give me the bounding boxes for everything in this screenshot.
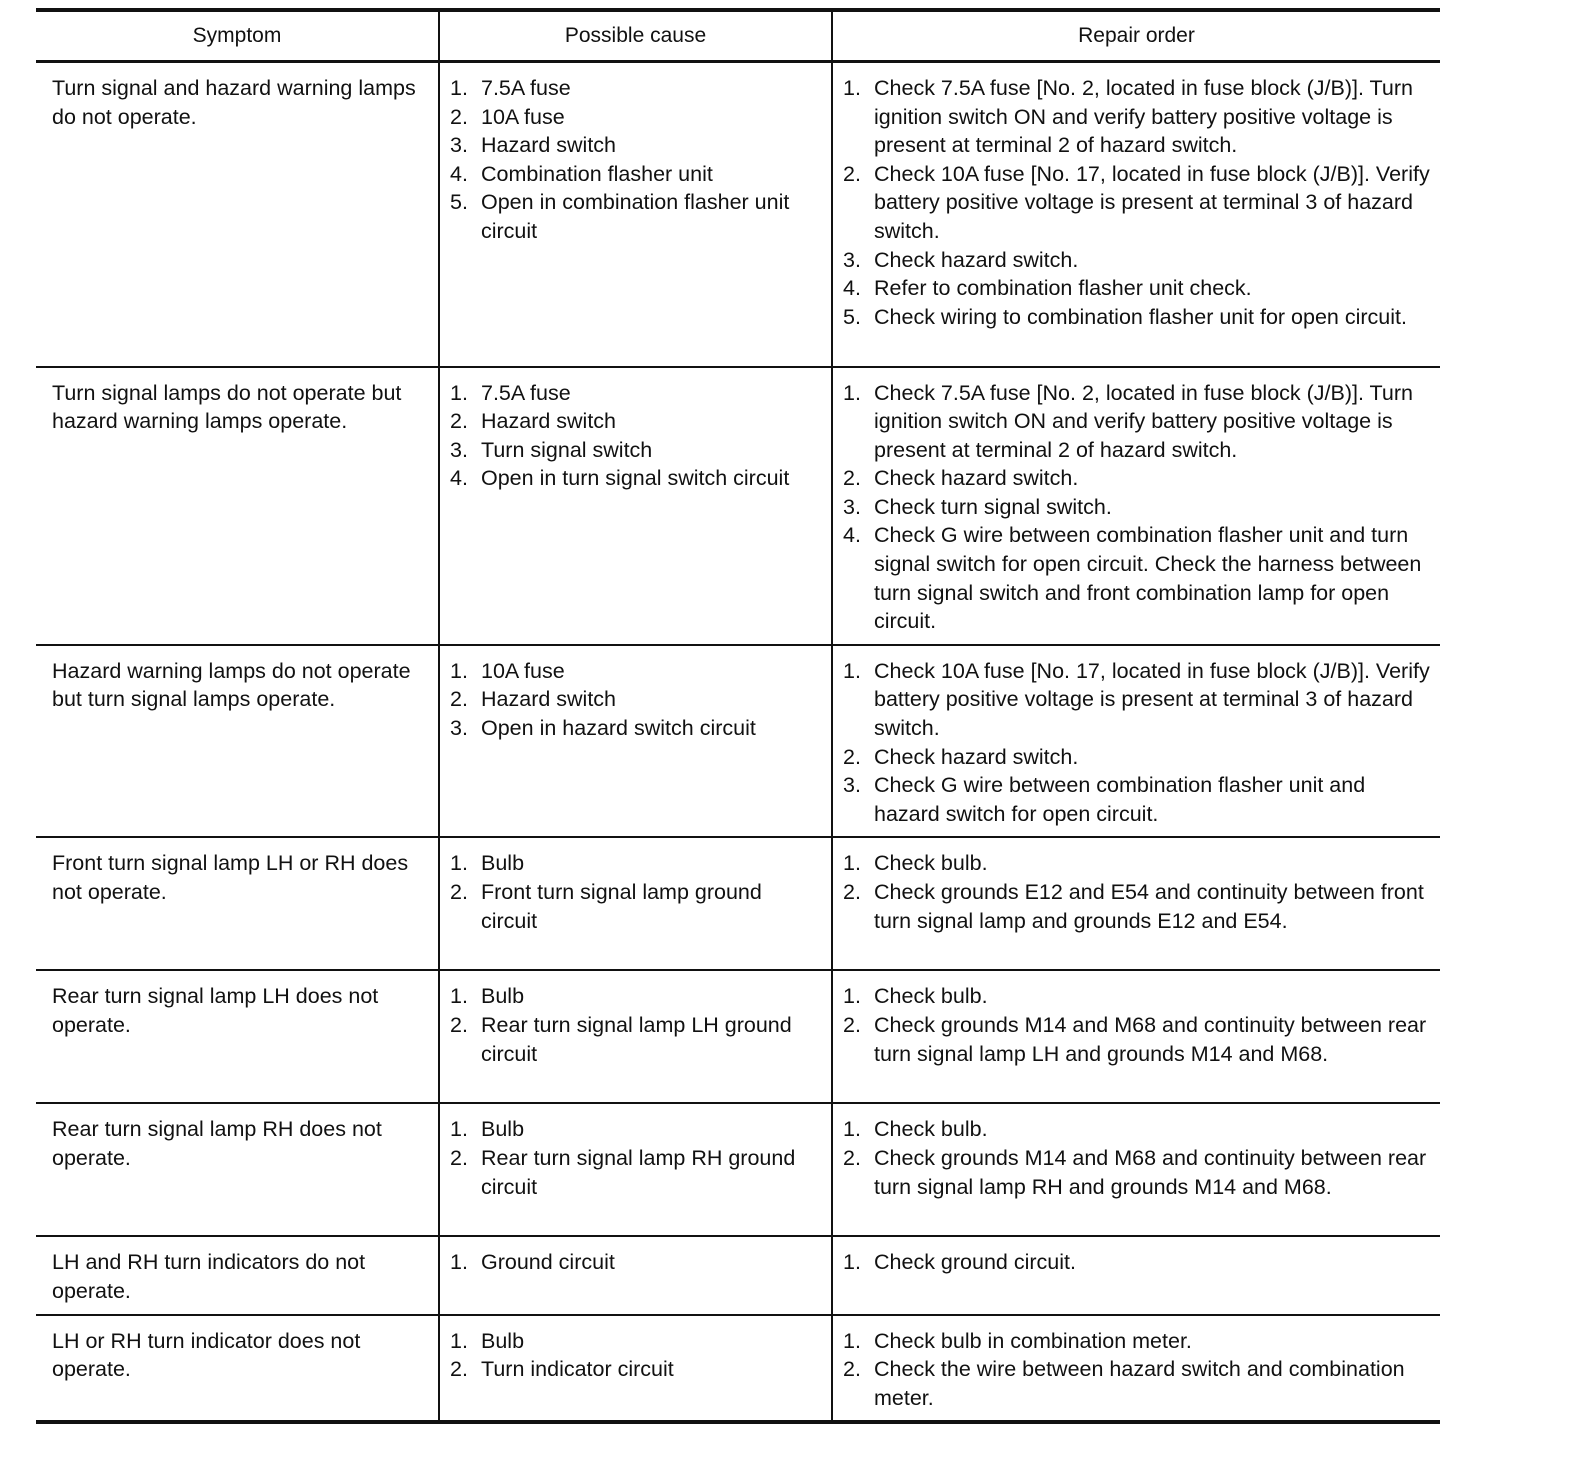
symptom-text: Turn signal and hazard warning lamps do not operate.	[52, 76, 416, 129]
repair-step-text: Check 7.5A fuse [No. 2, located in fuse block (J/B)]. Turn ignition switch ON and verify battery positive voltage is present at terminal 2 of hazard switch.	[874, 380, 1413, 462]
repair-cell	[832, 62, 1440, 367]
possible-cause-item	[448, 1248, 823, 1277]
repair-step-item	[841, 464, 1432, 493]
possible-cause-number: 1.	[450, 1328, 468, 1353]
possible-cause-item	[448, 1327, 823, 1356]
symptom-cell	[36, 970, 439, 1103]
possible-cause-number: 2.	[450, 409, 468, 434]
repair-step-text: Check grounds M14 and M68 and continuity between rear turn signal lamp RH and grounds M14 and M68.	[874, 1146, 1427, 1199]
repair-cell	[832, 837, 1440, 970]
symptom-cell	[36, 367, 439, 645]
table-body	[36, 62, 1440, 1423]
cause-list	[448, 1115, 823, 1201]
possible-cause-number: 2.	[450, 1013, 468, 1037]
repair-step-number: 1.	[843, 984, 861, 1009]
possible-cause-number: 1.	[450, 1117, 468, 1142]
symptom-text: LH or RH turn indicator does not operate.	[52, 1328, 361, 1382]
possible-cause-text: Bulb	[481, 1328, 525, 1353]
repair-step-text: Check wiring to combination flasher unit for open circuit.	[874, 304, 1407, 329]
possible-cause-number: 2.	[450, 104, 468, 129]
repair-step-item	[841, 657, 1432, 743]
symptom-cell	[36, 1315, 439, 1423]
symptom-cell	[36, 62, 439, 367]
possible-cause-item	[448, 188, 823, 245]
repair-step-number: 4.	[843, 523, 861, 548]
table-header-row	[36, 10, 1440, 62]
possible-cause-item	[448, 464, 823, 493]
possible-cause-item	[448, 379, 823, 408]
cause-list	[448, 1248, 823, 1277]
possible-cause-item	[448, 131, 823, 160]
repair-list	[841, 982, 1432, 1068]
repair-list	[841, 1248, 1432, 1277]
repair-step-number: 3.	[843, 773, 861, 798]
repair-step-number: 2.	[843, 466, 861, 491]
repair-step-item	[841, 1248, 1432, 1277]
repair-step-text: Check hazard switch.	[874, 247, 1079, 272]
repair-cell	[832, 1315, 1440, 1423]
symptom-text: Front turn signal lamp LH or RH does not operate.	[52, 851, 409, 904]
repair-step-item	[841, 1011, 1432, 1068]
possible-cause-text: Front turn signal lamp ground circuit	[481, 880, 762, 933]
possible-cause-text: Combination flasher unit	[481, 161, 713, 186]
repair-list	[841, 379, 1432, 636]
repair-step-item	[841, 1115, 1432, 1144]
repair-list	[841, 849, 1432, 935]
repair-step-number: 1.	[843, 76, 861, 100]
cause-cell	[439, 62, 832, 367]
possible-cause-item	[448, 103, 823, 132]
symptom-text: Rear turn signal lamp LH does not operate.	[52, 984, 379, 1037]
header-repair-order: Repair order	[832, 10, 1440, 62]
possible-cause-number: 4.	[450, 161, 468, 186]
repair-step-item	[841, 246, 1432, 275]
repair-step-text: Check 7.5A fuse [No. 2, located in fuse block (J/B)]. Turn ignition switch ON and verify battery positive voltage is present at terminal 2 of hazard switch.	[874, 76, 1413, 158]
repair-step-number: 5.	[843, 304, 861, 329]
repair-cell	[832, 367, 1440, 645]
table-row	[36, 62, 1440, 367]
repair-step-item	[841, 878, 1432, 935]
repair-step-text: Check ground circuit.	[874, 1250, 1076, 1275]
repair-step-text: Refer to combination flasher unit check.	[874, 276, 1252, 301]
repair-step-text: Check 10A fuse [No. 17, located in fuse block (J/B)]. Verify battery positive voltage is present at terminal 3 of hazard switch.	[874, 658, 1430, 741]
repair-step-item	[841, 743, 1432, 772]
repair-list	[841, 1115, 1432, 1201]
possible-cause-text: Bulb	[481, 984, 525, 1009]
possible-cause-text: 10A fuse	[481, 658, 565, 683]
possible-cause-number: 3.	[450, 133, 468, 158]
possible-cause-text: Turn indicator circuit	[481, 1357, 674, 1382]
possible-cause-number: 5.	[450, 190, 468, 215]
repair-step-item	[841, 521, 1432, 635]
repair-step-item	[841, 1144, 1432, 1201]
repair-step-number: 1.	[843, 380, 861, 405]
table-row	[36, 645, 1440, 838]
repair-list	[841, 1327, 1432, 1413]
possible-cause-item	[448, 849, 823, 878]
possible-cause-number: 1.	[450, 984, 468, 1009]
possible-cause-text: Rear turn signal lamp RH ground circuit	[481, 1146, 796, 1199]
possible-cause-text: Hazard switch	[481, 409, 617, 434]
repair-step-number: 1.	[843, 1117, 861, 1142]
repair-step-text: Check grounds E12 and E54 and continuity between front turn signal lamp and grounds E12 and E54.	[874, 880, 1424, 933]
possible-cause-item	[448, 1011, 823, 1068]
possible-cause-text: Bulb	[481, 1117, 525, 1142]
cause-list	[448, 982, 823, 1068]
table-row	[36, 367, 1440, 645]
repair-step-item	[841, 982, 1432, 1011]
possible-cause-item	[448, 1144, 823, 1201]
header-symptom: Symptom	[36, 10, 439, 62]
repair-list	[841, 657, 1432, 829]
cause-cell	[439, 367, 832, 645]
table-row	[36, 1103, 1440, 1236]
repair-step-text: Check bulb.	[874, 1117, 988, 1142]
repair-step-item	[841, 274, 1432, 303]
repair-step-number: 2.	[843, 744, 861, 769]
troubleshooting-table	[36, 8, 1440, 1424]
repair-cell	[832, 970, 1440, 1103]
repair-step-text: Check bulb in combination meter.	[874, 1328, 1192, 1353]
possible-cause-number: 1.	[450, 76, 468, 100]
repair-step-item	[841, 771, 1432, 828]
repair-step-text: Check 10A fuse [No. 17, located in fuse block (J/B)]. Verify battery positive voltage is present at terminal 3 of hazard switch.	[874, 161, 1430, 243]
possible-cause-number: 1.	[450, 1250, 468, 1275]
repair-step-item	[841, 1355, 1432, 1412]
possible-cause-item	[448, 1355, 823, 1384]
repair-step-number: 2.	[843, 1146, 861, 1170]
cause-cell	[439, 837, 832, 970]
repair-cell	[832, 1236, 1440, 1314]
repair-step-text: Check hazard switch.	[874, 466, 1079, 491]
cause-cell	[439, 1315, 832, 1423]
possible-cause-item	[448, 685, 823, 714]
possible-cause-text: 7.5A fuse	[481, 76, 571, 100]
symptom-cell	[36, 645, 439, 838]
possible-cause-item	[448, 436, 823, 465]
possible-cause-text: Turn signal switch	[481, 437, 653, 462]
repair-step-item	[841, 303, 1432, 332]
repair-step-number: 2.	[843, 1357, 861, 1382]
possible-cause-number: 2.	[450, 1146, 468, 1170]
table-row	[36, 837, 1440, 970]
repair-step-number: 4.	[843, 276, 861, 301]
possible-cause-number: 3.	[450, 716, 468, 741]
repair-step-number: 1.	[843, 1250, 861, 1275]
possible-cause-item	[448, 657, 823, 686]
repair-step-number: 2.	[843, 880, 861, 904]
repair-step-text: Check hazard switch.	[874, 744, 1079, 769]
possible-cause-item	[448, 878, 823, 935]
repair-step-text: Check bulb.	[874, 851, 988, 876]
possible-cause-number: 1.	[450, 658, 468, 683]
possible-cause-number: 2.	[450, 1357, 468, 1382]
cause-list	[448, 1327, 823, 1384]
cause-list	[448, 379, 823, 493]
repair-step-item	[841, 493, 1432, 522]
repair-step-text: Check the wire between hazard switch and combination meter.	[874, 1357, 1405, 1410]
possible-cause-text: Open in hazard switch circuit	[481, 716, 756, 741]
possible-cause-number: 1.	[450, 851, 468, 876]
possible-cause-text: 10A fuse	[481, 104, 565, 129]
symptom-cell	[36, 837, 439, 970]
table-row	[36, 1236, 1440, 1314]
cause-list	[448, 74, 823, 246]
possible-cause-number: 2.	[450, 687, 468, 712]
symptom-text: LH and RH turn indicators do not operate.	[52, 1250, 366, 1303]
possible-cause-number: 1.	[450, 380, 468, 405]
possible-cause-text: Open in combination flasher unit circuit	[481, 190, 790, 243]
repair-step-text: Check G wire between combination flasher unit and turn signal switch for open circuit. Check the harness between turn signal switch and front combination lamp for open circuit.	[874, 523, 1422, 634]
repair-step-number: 1.	[843, 658, 861, 683]
repair-step-text: Check bulb.	[874, 984, 988, 1009]
possible-cause-text: Ground circuit	[481, 1250, 615, 1275]
cause-cell	[439, 1236, 832, 1314]
repair-step-number: 2.	[843, 1013, 861, 1037]
repair-step-item	[841, 379, 1432, 465]
repair-step-item	[841, 1327, 1432, 1356]
repair-step-item	[841, 160, 1432, 246]
repair-cell	[832, 645, 1440, 838]
cause-list	[448, 657, 823, 743]
cause-cell	[439, 970, 832, 1103]
cause-cell	[439, 1103, 832, 1236]
repair-step-number: 1.	[843, 851, 861, 876]
possible-cause-item	[448, 160, 823, 189]
possible-cause-text: Rear turn signal lamp LH ground circuit	[481, 1013, 792, 1066]
possible-cause-item	[448, 714, 823, 743]
possible-cause-item	[448, 407, 823, 436]
possible-cause-item	[448, 982, 823, 1011]
repair-step-number: 2.	[843, 161, 861, 186]
repair-cell	[832, 1103, 1440, 1236]
repair-step-item	[841, 849, 1432, 878]
table-row	[36, 970, 1440, 1103]
repair-step-text: Check G wire between combination flasher unit and hazard switch for open circuit.	[874, 773, 1366, 826]
possible-cause-item	[448, 1115, 823, 1144]
possible-cause-text: 7.5A fuse	[481, 380, 571, 405]
possible-cause-text: Bulb	[481, 851, 525, 876]
symptom-text: Turn signal lamps do not operate but hazard warning lamps operate.	[52, 380, 402, 434]
repair-step-item	[841, 74, 1432, 160]
document-page	[36, 8, 1440, 1424]
symptom-cell	[36, 1103, 439, 1236]
table-row	[36, 1315, 1440, 1423]
possible-cause-item	[448, 74, 823, 103]
repair-step-text: Check grounds M14 and M68 and continuity between rear turn signal lamp LH and grounds M14 and M68.	[874, 1013, 1427, 1066]
cause-list	[448, 849, 823, 935]
cause-cell	[439, 645, 832, 838]
symptom-text: Rear turn signal lamp RH does not operate.	[52, 1117, 382, 1170]
possible-cause-text: Hazard switch	[481, 133, 617, 158]
symptom-cell	[36, 1236, 439, 1314]
repair-step-number: 3.	[843, 247, 861, 272]
repair-step-text: Check turn signal switch.	[874, 494, 1112, 519]
possible-cause-number: 2.	[450, 880, 468, 904]
possible-cause-text: Open in turn signal switch circuit	[481, 466, 790, 491]
possible-cause-number: 4.	[450, 466, 468, 491]
possible-cause-text: Hazard switch	[481, 687, 617, 712]
repair-step-number: 1.	[843, 1328, 861, 1353]
header-possible-cause: Possible cause	[439, 10, 832, 62]
symptom-text: Hazard warning lamps do not operate but turn signal lamps operate.	[52, 658, 411, 712]
repair-step-number: 3.	[843, 494, 861, 519]
repair-list	[841, 74, 1432, 331]
possible-cause-number: 3.	[450, 437, 468, 462]
